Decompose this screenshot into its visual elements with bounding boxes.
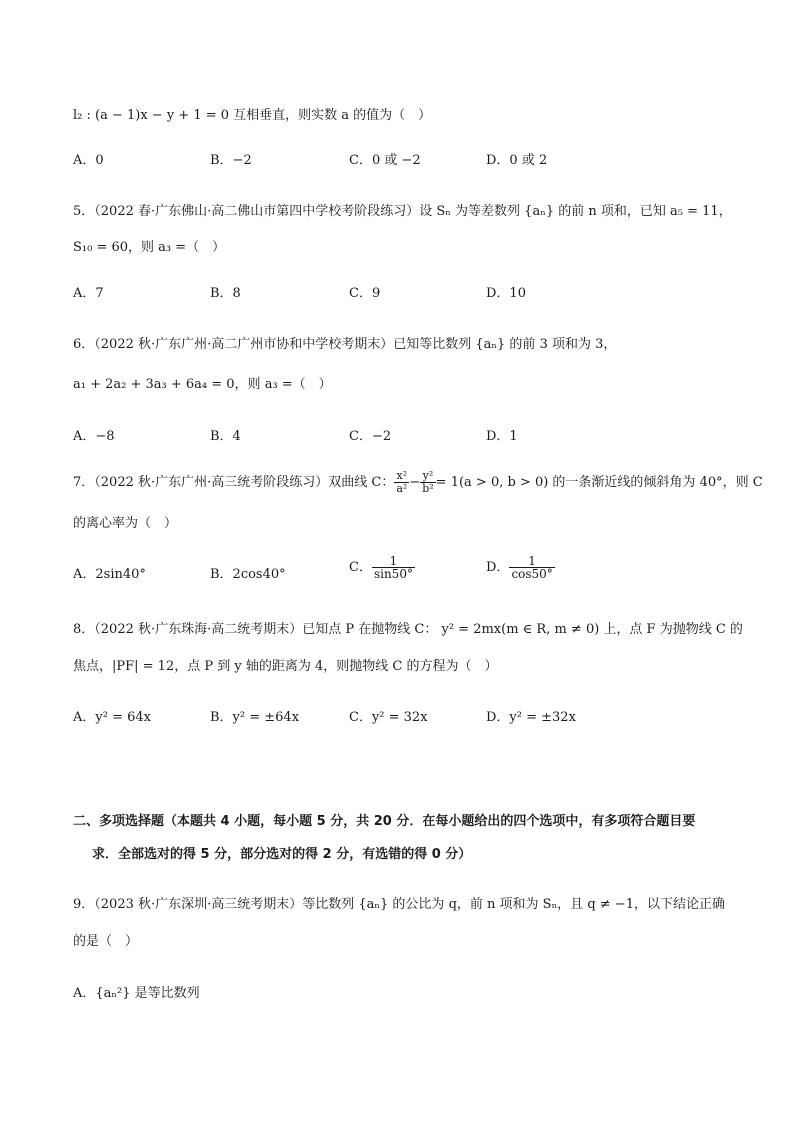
q7-option-c-den: sin50° xyxy=(373,567,413,581)
q8-stem-line1: 8．（2022 秋·广东珠海·高二统考期末）已知点 P 在抛物线 C： y² = 2mx(m ∈ R, m ≠ 0) 上，点 F 为抛物线 C 的 xyxy=(73,622,743,637)
q7-stem-line1: 7．（2022 秋·广东广州·高三统考阶段练习）双曲线 C： $\frac{\text{x²}}{\text{a²}}$ − $\frac{\text{y²}}{\text{b²}}$ = 1(a > 0, b > 0) 的一条渐近线的倾斜角为 40°，则 C xyxy=(73,469,763,495)
q7-frac-y-num: y² xyxy=(420,470,435,483)
q4-option-b: B．−2 xyxy=(210,153,252,168)
q7-option-c-label: C． xyxy=(349,560,372,575)
q7-options xyxy=(73,555,713,595)
q6-option-b: B．4 xyxy=(210,429,241,444)
q7-option-c-frac xyxy=(372,555,415,580)
q7-option-d-den: cos50° xyxy=(511,567,553,581)
q6-stem-line2: a₁ + 2a₂ + 3a₃ + 6a₄ = 0，则 a₃ =（ ） xyxy=(73,377,332,392)
q7-option-b: B．2cos40° xyxy=(210,567,286,582)
section2-heading-line2: 求．全部选对的得 5 分，部分选对的得 2 分，有选错的得 0 分） xyxy=(92,847,472,862)
q7-option-c-num: 1 xyxy=(372,555,415,568)
q4-option-a: A．0 xyxy=(73,153,104,168)
q8-stem-line2: 焦点，|PF| = 12，点 P 到 y 轴的距离为 4，则抛物线 C 的方程为（ ） xyxy=(73,659,498,674)
q5-stem-line1: 5．（2022 春·广东佛山·高二佛山市第四中学校考阶段练习）设 Sₙ 为等差数列 {aₙ} 的前 n 项和，已知 a₅ = 11， xyxy=(73,204,732,219)
q7-frac-y-den: b² xyxy=(422,482,434,495)
q5-option-b: B．8 xyxy=(210,286,241,301)
q5-option-a: A．7 xyxy=(73,286,104,301)
q7-frac-x-den: a² xyxy=(396,482,408,495)
q4-option-c: C．0 或 −2 xyxy=(349,153,421,168)
q7-option-d xyxy=(486,555,555,580)
q5-stem-line2: S₁₀ = 60，则 a₃ =（ ） xyxy=(73,240,226,255)
q5-option-c: C．9 xyxy=(349,286,381,301)
q7-suffix: = 1(a > 0, b > 0) 的一条渐近线的倾斜角为 40°，则 C xyxy=(435,475,763,490)
q7-stem-line2: 的离心率为（ ） xyxy=(73,516,178,531)
q7-option-d-frac xyxy=(509,555,554,580)
q7-frac-x xyxy=(394,470,409,495)
q6-option-d: D．1 xyxy=(486,429,518,444)
q8-option-c: C．y² = 32x xyxy=(349,710,428,725)
q8-option-d: D．y² = ±32x xyxy=(486,710,576,725)
q7-frac-x-num: x² xyxy=(394,470,409,483)
q6-stem-line1: 6．（2022 秋·广东广州·高二广州市协和中学校考期末）已知等比数列 {aₙ} 的前 3 项和为 3， xyxy=(73,337,617,352)
q8-option-b: B．y² = ±64x xyxy=(210,710,300,725)
q7-option-d-label: D． xyxy=(486,560,510,575)
q6-option-a: A．−8 xyxy=(73,429,115,444)
q6-option-c: C．−2 xyxy=(349,429,392,444)
section2-heading-line1: 二、多项选择题（本题共 4 小题，每小题 5 分，共 20 分．在每小题给出的四个选项中，有多项符合题目要 xyxy=(73,814,696,829)
q4-stem: l₂ : (a − 1)x − y + 1 = 0 互相垂直，则实数 a 的值为（ ） xyxy=(73,108,432,123)
q7-option-a: A．2sin40° xyxy=(73,567,146,582)
q7-prefix: 7．（2022 秋·广东广州·高三统考阶段练习）双曲线 C： xyxy=(73,475,395,490)
q8-option-a: A．y² = 64x xyxy=(73,710,151,725)
q9-option-a: A．{aₙ²} 是等比数列 xyxy=(73,986,200,1001)
q9-stem-line2: 的是（ ） xyxy=(73,934,139,949)
q4-option-d: D．0 或 2 xyxy=(486,153,548,168)
q9-stem-line1: 9．（2023 秋·广东深圳·高三统考期末）等比数列 {aₙ} 的公比为 q，前 n 项和为 Sₙ，且 q ≠ −1，以下结论正确 xyxy=(73,897,725,912)
q7-option-c xyxy=(349,555,415,580)
q7-frac-y xyxy=(420,470,435,495)
q5-option-d: D．10 xyxy=(486,286,526,301)
q7-option-d-num: 1 xyxy=(509,555,554,568)
